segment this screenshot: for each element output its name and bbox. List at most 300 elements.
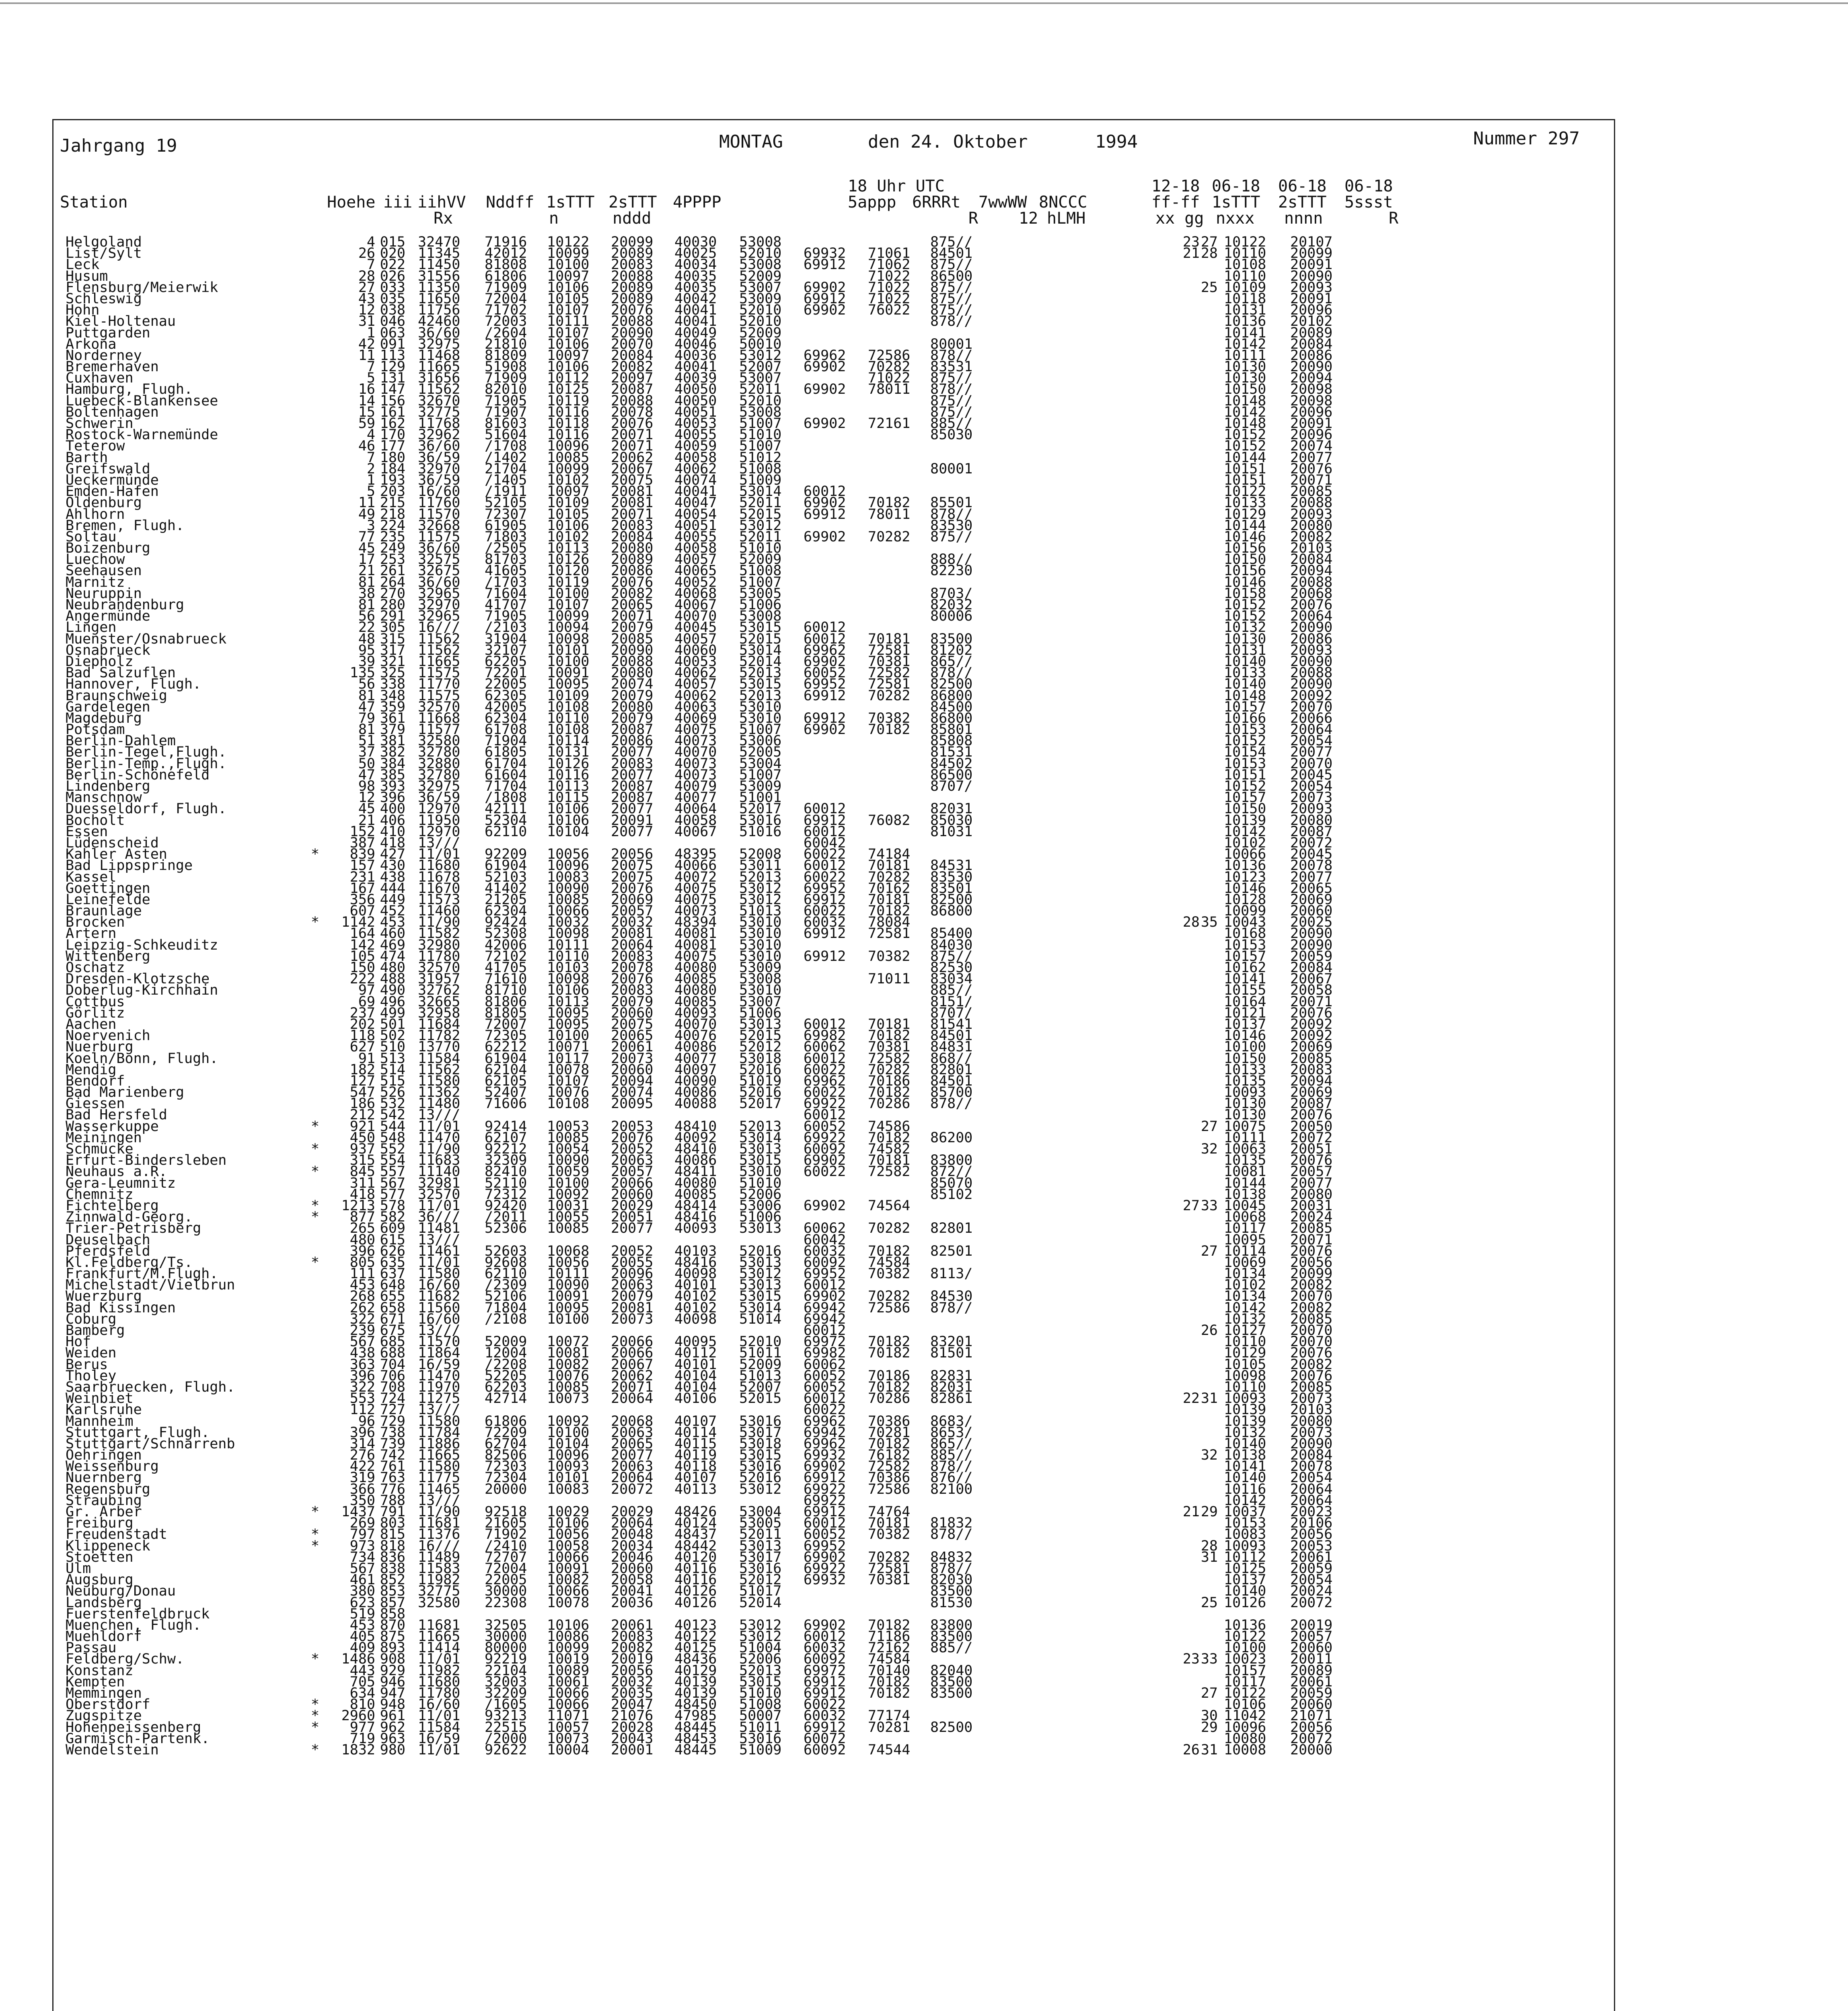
cell-value: 363 (349, 1356, 375, 1373)
cell-value: 10130 (1224, 1096, 1266, 1112)
cell-value: 10142 (1224, 336, 1266, 352)
cell-value: 877 (349, 1209, 375, 1226)
station-name: Berlin-Schönefeld (66, 767, 210, 783)
station-name: Bad Marienberg (66, 1084, 185, 1101)
col-ff-period: 12-18 (1151, 177, 1200, 195)
cell-value: 10139 (1224, 1413, 1266, 1429)
cell-value: 53009 (739, 290, 782, 307)
cell-value: 13/// (418, 1232, 460, 1248)
cell-value: 501 (380, 1016, 405, 1032)
cell-value: 20073 (1290, 1424, 1333, 1441)
cell-value: 72582 (868, 1050, 911, 1067)
station-name: Bad Salzuflen (66, 665, 176, 681)
cell-value: 70182 (868, 1345, 911, 1361)
cell-value: 82030 (930, 1572, 973, 1588)
cell-value: 81541 (930, 1016, 973, 1032)
cell-value: 422 (349, 1458, 375, 1475)
cell-value: 8683/ (930, 1413, 973, 1429)
cell-value: 84531 (930, 857, 973, 874)
cell-value: 70182 (868, 1084, 911, 1101)
cell-value: 11886 (418, 1435, 460, 1452)
cell-value: 16/59 (418, 1356, 460, 1373)
cell-value: 20083 (1290, 1061, 1333, 1078)
cell-value: 10105 (547, 506, 590, 522)
cell-value: 10157 (1224, 790, 1266, 806)
mountain-marker: * (311, 1651, 320, 1668)
station-name: Pferdsfeld (66, 1243, 150, 1259)
cell-value: 10100 (1224, 1039, 1266, 1055)
cell-value: 53007 (739, 370, 782, 387)
cell-value: 53008 (739, 257, 782, 273)
cell-value: 10150 (1224, 801, 1266, 817)
cell-value: 2960 (341, 1708, 375, 1724)
cell-value: 11678 (418, 869, 460, 885)
cell-value: 10066 (547, 1696, 590, 1713)
cell-value: 321 (380, 653, 405, 670)
cell-value: 10093 (1224, 1538, 1266, 1554)
station-name: Manschnow (66, 790, 142, 806)
cell-value: 929 (380, 1662, 405, 1679)
cell-value: 20087 (611, 381, 654, 398)
cell-value: 52009 (739, 1356, 782, 1373)
cell-value: 180 (380, 449, 405, 466)
cell-value: 553 (349, 1390, 375, 1407)
station-name: Leck (66, 257, 100, 273)
cell-value: 20070 (1290, 1288, 1333, 1305)
cell-value: 20086 (611, 733, 654, 749)
cell-value: 40092 (674, 1129, 717, 1146)
cell-value: 40062 (674, 665, 717, 681)
cell-value: 53008 (739, 404, 782, 420)
cell-value: 69922 (804, 1096, 846, 1112)
cell-value: 10142 (1224, 1492, 1266, 1509)
cell-value: 20088 (1290, 495, 1333, 511)
cell-value: 20089 (611, 279, 654, 296)
station-name: Saarbruecken, Flugh. (66, 1379, 235, 1395)
cell-value: 40073 (674, 767, 717, 783)
station-name: Weissenburg (66, 1458, 159, 1475)
cell-value: 20057 (1290, 1629, 1333, 1645)
cell-value: 40073 (674, 733, 717, 749)
cell-value: 10128 (1224, 891, 1266, 908)
cell-value: 11575 (418, 665, 460, 681)
cell-value: 10105 (1224, 1356, 1266, 1373)
cell-value: 82500 (930, 676, 973, 693)
cell-value: 10092 (547, 1186, 590, 1203)
station-name: Rostock-Warnemünde (66, 427, 218, 443)
cell-value: 526 (380, 1084, 405, 1101)
cell-value: 52011 (739, 381, 782, 398)
table-row (66, 780, 1610, 792)
cell-value: 53013 (739, 1220, 782, 1237)
cell-value: 32965 (418, 608, 460, 625)
cell-value: 10138 (1224, 1186, 1266, 1203)
cell-value: 51006 (739, 597, 782, 613)
cell-value: 20084 (1290, 960, 1333, 976)
cell-value: 30 (1200, 1708, 1218, 1724)
cell-value: 51008 (739, 461, 782, 477)
cell-value: 86500 (930, 268, 973, 284)
cell-value: 12004 (485, 1345, 527, 1361)
cell-value: 71022 (868, 370, 911, 387)
station-name: Zugspitze (66, 1708, 142, 1724)
cell-value: 20094 (611, 1073, 654, 1089)
station-name: Oldenburg (66, 495, 142, 511)
cell-value: 82861 (930, 1390, 973, 1407)
cell-value: 10152 (1224, 733, 1266, 749)
station-name: Wendelstein (66, 1742, 159, 1758)
mountain-marker: * (311, 1141, 320, 1157)
cell-value: 11770 (418, 676, 460, 693)
cell-value: 10122 (1224, 234, 1266, 250)
cell-value: 83500 (930, 1685, 973, 1701)
station-name: Regensburg (66, 1481, 150, 1497)
cell-value: 10112 (547, 370, 590, 387)
cell-value: 10141 (1224, 325, 1266, 341)
cell-value: 10158 (1224, 585, 1266, 602)
cell-value: 51007 (739, 722, 782, 738)
cell-value: 40088 (674, 1096, 717, 1112)
station-name: Schleswig (66, 290, 142, 307)
cell-value: 20057 (1290, 1164, 1333, 1180)
cell-value: 20077 (611, 744, 654, 761)
cell-value: 609 (380, 1220, 405, 1237)
cell-value: 763 (380, 1470, 405, 1486)
cell-value: 40072 (674, 869, 717, 885)
cell-value: 450 (349, 1129, 375, 1146)
cell-value: 23 (1182, 234, 1200, 250)
cell-value: 48 (358, 631, 375, 647)
cell-value: 10152 (1224, 608, 1266, 625)
cell-value: 648 (380, 1277, 405, 1293)
cell-value: 60062 (804, 1220, 846, 1237)
station-name: Lindenberg (66, 778, 150, 794)
cell-value: 33 (1200, 1651, 1218, 1668)
station-name: Arkona (66, 336, 117, 352)
cell-value: 40098 (674, 1311, 717, 1327)
cell-value: 51007 (739, 574, 782, 590)
cell-value: 31556 (418, 268, 460, 284)
cell-value: 69912 (804, 1685, 846, 1701)
cell-value: 10164 (1224, 993, 1266, 1010)
cell-value: 10144 (1224, 449, 1266, 466)
station-name: Wittenberg (66, 948, 150, 964)
cell-value: 62305 (485, 687, 527, 704)
cell-value: 10023 (1224, 1651, 1266, 1668)
cell-value: 865// (930, 1435, 973, 1452)
cell-value: 937 (349, 1141, 375, 1157)
cell-value: 48450 (674, 1696, 717, 1713)
cell-value: 16/60 (418, 483, 460, 500)
cell-value: 32505 (485, 1617, 527, 1633)
cell-value: 10112 (1224, 1549, 1266, 1565)
cell-value: 81 (358, 687, 375, 704)
cell-value: 62704 (485, 1435, 527, 1452)
cell-value: 21704 (485, 461, 527, 477)
cell-value: 69902 (804, 279, 846, 296)
station-name: Leipzig-Schkeuditz (66, 937, 218, 953)
cell-value: 10122 (1224, 1629, 1266, 1645)
cell-value: 724 (380, 1390, 405, 1407)
cell-value: 72581 (868, 1560, 911, 1577)
station-name: Weinbiet (66, 1390, 134, 1407)
cell-value: 11682 (418, 1288, 460, 1305)
cell-value: 10146 (1224, 528, 1266, 545)
cell-value: 20098 (1290, 393, 1333, 409)
cell-value: 69942 (804, 1300, 846, 1316)
cell-value: 40075 (674, 891, 717, 908)
cell-value: 52106 (485, 1288, 527, 1305)
cell-value: 453 (349, 1277, 375, 1293)
cell-value: 20094 (1290, 1073, 1333, 1089)
cell-value: 20088 (1290, 574, 1333, 590)
cell-value: 40081 (674, 937, 717, 953)
cell-value: 51908 (485, 359, 527, 375)
cell-value: 865// (930, 653, 973, 670)
cell-value: 11/01 (418, 1742, 460, 1758)
cell-value: 10151 (1224, 472, 1266, 488)
cell-value: 10127 (1224, 1322, 1266, 1339)
cell-value: 48414 (674, 1197, 717, 1214)
station-name: Kl.Feldberg/Ts. (66, 1254, 193, 1271)
cell-value: 52016 (739, 1084, 782, 1101)
cell-value: 81603 (485, 415, 527, 432)
mountain-marker: * (311, 846, 320, 863)
cell-value: 83800 (930, 1152, 973, 1169)
cell-value: 311 (349, 1175, 375, 1191)
cell-value: 60022 (804, 869, 846, 885)
cell-value: 60012 (804, 1390, 846, 1407)
cell-value: 20073 (611, 1050, 654, 1067)
cell-value: 20090 (1290, 937, 1333, 953)
cell-value: 026 (380, 268, 405, 284)
cell-value: 27 (1200, 1243, 1218, 1259)
cell-value: 10153 (1224, 1515, 1266, 1532)
weather-report-sheet (52, 119, 1615, 2011)
cell-value: 50010 (739, 336, 782, 352)
cell-value: 21071 (1290, 1708, 1333, 1724)
cell-value: 20085 (1290, 1220, 1333, 1237)
cell-value: 27 (1200, 234, 1218, 250)
cell-value: 20067 (611, 461, 654, 477)
cell-value: 20077 (1290, 744, 1333, 761)
cell-value: 40055 (674, 427, 717, 443)
cell-value: 70281 (868, 1424, 911, 1441)
cell-value: 53010 (739, 948, 782, 964)
cell-value: 69962 (804, 1413, 846, 1429)
cell-value: 36/59 (418, 790, 460, 806)
station-name: Frankfurt/M.Flugh. (66, 1266, 218, 1282)
cell-value: /2309 (485, 1277, 527, 1293)
cell-value: 20060 (611, 1005, 654, 1021)
cell-value: 515 (380, 1073, 405, 1089)
col-7www: 7wwWW (978, 193, 1027, 212)
station-name: Diepholz (66, 653, 134, 670)
cell-value: 60012 (804, 1515, 846, 1532)
table-row (66, 540, 1610, 557)
cell-value: 615 (380, 1232, 405, 1248)
cell-value: 20068 (1290, 585, 1333, 602)
col-iihvv: iihVV (417, 193, 466, 212)
cell-value: 69932 (804, 1572, 846, 1588)
cell-value: 20057 (611, 1164, 654, 1180)
cell-value: 40073 (674, 755, 717, 772)
cell-value: 72007 (485, 1016, 527, 1032)
station-name: Schmücke (66, 1141, 134, 1157)
cell-value: 20084 (611, 347, 654, 364)
cell-value: 10113 (547, 540, 590, 557)
cell-value: 32975 (418, 778, 460, 794)
cell-value: 20079 (611, 710, 654, 726)
station-name: Oberstdorf (66, 1696, 150, 1713)
cell-value: 84530 (930, 1288, 973, 1305)
cell-value: 10162 (1224, 960, 1266, 976)
cell-value: 162 (380, 415, 405, 432)
mountain-marker: * (311, 1696, 320, 1713)
cell-value: 10123 (1224, 869, 1266, 885)
cell-value: 980 (380, 1742, 405, 1758)
cell-value: 13/// (418, 1402, 460, 1418)
cell-value: 81710 (485, 982, 527, 999)
station-name: Kiel-Holtenau (66, 313, 176, 330)
station-name: Braunschweig (66, 687, 167, 704)
cell-value: 20077 (1290, 869, 1333, 885)
cell-value: 83530 (930, 869, 973, 885)
cell-value: 444 (380, 880, 405, 897)
cell-value: 10113 (547, 778, 590, 794)
cell-value: 40139 (674, 1685, 717, 1701)
cell-value: 48416 (674, 1209, 717, 1226)
cell-value: 607 (349, 903, 375, 919)
cell-value: 10032 (547, 914, 590, 931)
cell-value: 10110 (1224, 268, 1266, 284)
mountain-marker: * (311, 1719, 320, 1735)
cell-value: 20073 (1290, 790, 1333, 806)
col-tx-period: 06-18 (1278, 177, 1327, 195)
cell-value: 25 (1200, 279, 1218, 296)
cell-value: 81832 (930, 1515, 973, 1532)
cell-value: 20072 (1290, 1129, 1333, 1146)
cell-value: 10078 (547, 1594, 590, 1611)
cell-value: 11480 (418, 1096, 460, 1112)
cell-value: 10100 (547, 1175, 590, 1191)
cell-value: 31 (1200, 1390, 1218, 1407)
cell-value: 40050 (674, 393, 717, 409)
cell-value: 53016 (739, 1730, 782, 1747)
cell-value: 361 (380, 710, 405, 726)
cell-value: 10131 (547, 744, 590, 761)
cell-value: 86200 (930, 1129, 973, 1146)
cell-value: 36/60 (418, 438, 460, 454)
cell-value: 48442 (674, 1538, 717, 1554)
cell-value: 10100 (547, 1028, 590, 1044)
cell-value: 61905 (485, 517, 527, 534)
cell-value: 10106 (547, 517, 590, 534)
cell-value: 71604 (485, 585, 527, 602)
cell-value: 10095 (1224, 1232, 1266, 1248)
cell-value: 10106 (547, 982, 590, 999)
cell-value: 40076 (674, 1028, 717, 1044)
cell-value: 10106 (547, 359, 590, 375)
cell-value: 84030 (930, 937, 973, 953)
cell-value: 82506 (485, 1447, 527, 1464)
station-name: Karlsruhe (66, 1402, 142, 1418)
table-row (66, 528, 1610, 545)
cell-value: 53018 (739, 1435, 782, 1452)
cell-value: 20106 (1290, 1515, 1333, 1532)
cell-value: 10055 (547, 1209, 590, 1226)
cell-value: 10107 (547, 1073, 590, 1089)
cell-value: 30000 (485, 1583, 527, 1600)
cell-value: 868// (930, 1050, 973, 1067)
cell-value: 10078 (547, 1061, 590, 1078)
cell-value: 315 (349, 1152, 375, 1169)
cell-value: 92424 (485, 914, 527, 931)
cell-value: 69962 (804, 347, 846, 364)
cell-value: 70181 (868, 1152, 911, 1169)
cell-value: 20080 (1290, 1413, 1333, 1429)
cell-value: 62205 (485, 653, 527, 670)
weekday-label: MONTAG (719, 132, 783, 152)
cell-value: 20082 (611, 359, 654, 375)
cell-value: 40080 (674, 960, 717, 976)
table-row (66, 257, 1610, 273)
col-8nccc-sub: hLMH (1047, 209, 1086, 228)
cell-value: 20069 (1290, 1084, 1333, 1101)
mountain-marker: * (311, 1526, 320, 1543)
cell-value: 52103 (485, 869, 527, 885)
table-row (66, 1164, 1610, 1180)
cell-value: 20090 (1290, 619, 1333, 636)
cell-value: 56 (358, 608, 375, 625)
cell-value: 418 (380, 835, 405, 851)
cell-value: 510 (380, 1039, 405, 1055)
cell-value: 40059 (674, 438, 717, 454)
station-name: Schwerin (66, 415, 134, 432)
cell-value: 52306 (485, 1220, 527, 1237)
cell-value: 53013 (739, 1538, 782, 1554)
cell-value: 20055 (611, 1254, 654, 1271)
cell-value: 11760 (418, 495, 460, 511)
cell-value: 40057 (674, 676, 717, 693)
cell-value: 85501 (930, 495, 973, 511)
cell-value: 488 (380, 971, 405, 987)
cell-value: 53015 (739, 619, 782, 636)
cell-value: 20047 (611, 1696, 654, 1713)
cell-value: 542 (380, 1107, 405, 1123)
cell-value: 62212 (485, 1039, 527, 1055)
cell-value: 11775 (418, 1470, 460, 1486)
cell-value: 1 (366, 325, 375, 341)
cell-value: 10126 (547, 551, 590, 568)
cell-value: 40054 (674, 506, 717, 522)
cell-value: /1405 (485, 472, 527, 488)
col-7www-sub: 12 (1019, 209, 1038, 228)
cell-value: /1911 (485, 483, 527, 500)
cell-value: 10119 (547, 574, 590, 590)
cell-value: 379 (380, 722, 405, 738)
cell-value: 69912 (804, 1504, 846, 1520)
cell-value: 83034 (930, 971, 973, 987)
cell-value: 10126 (1224, 1594, 1266, 1611)
cell-value: 40101 (674, 1356, 717, 1373)
cell-value: 4 (366, 234, 375, 250)
cell-value: 20019 (611, 1651, 654, 1668)
cell-value: 72162 (868, 1640, 911, 1656)
cell-value: 52015 (739, 1028, 782, 1044)
cell-value: 32775 (418, 1583, 460, 1600)
cell-value: 948 (380, 1696, 405, 1713)
